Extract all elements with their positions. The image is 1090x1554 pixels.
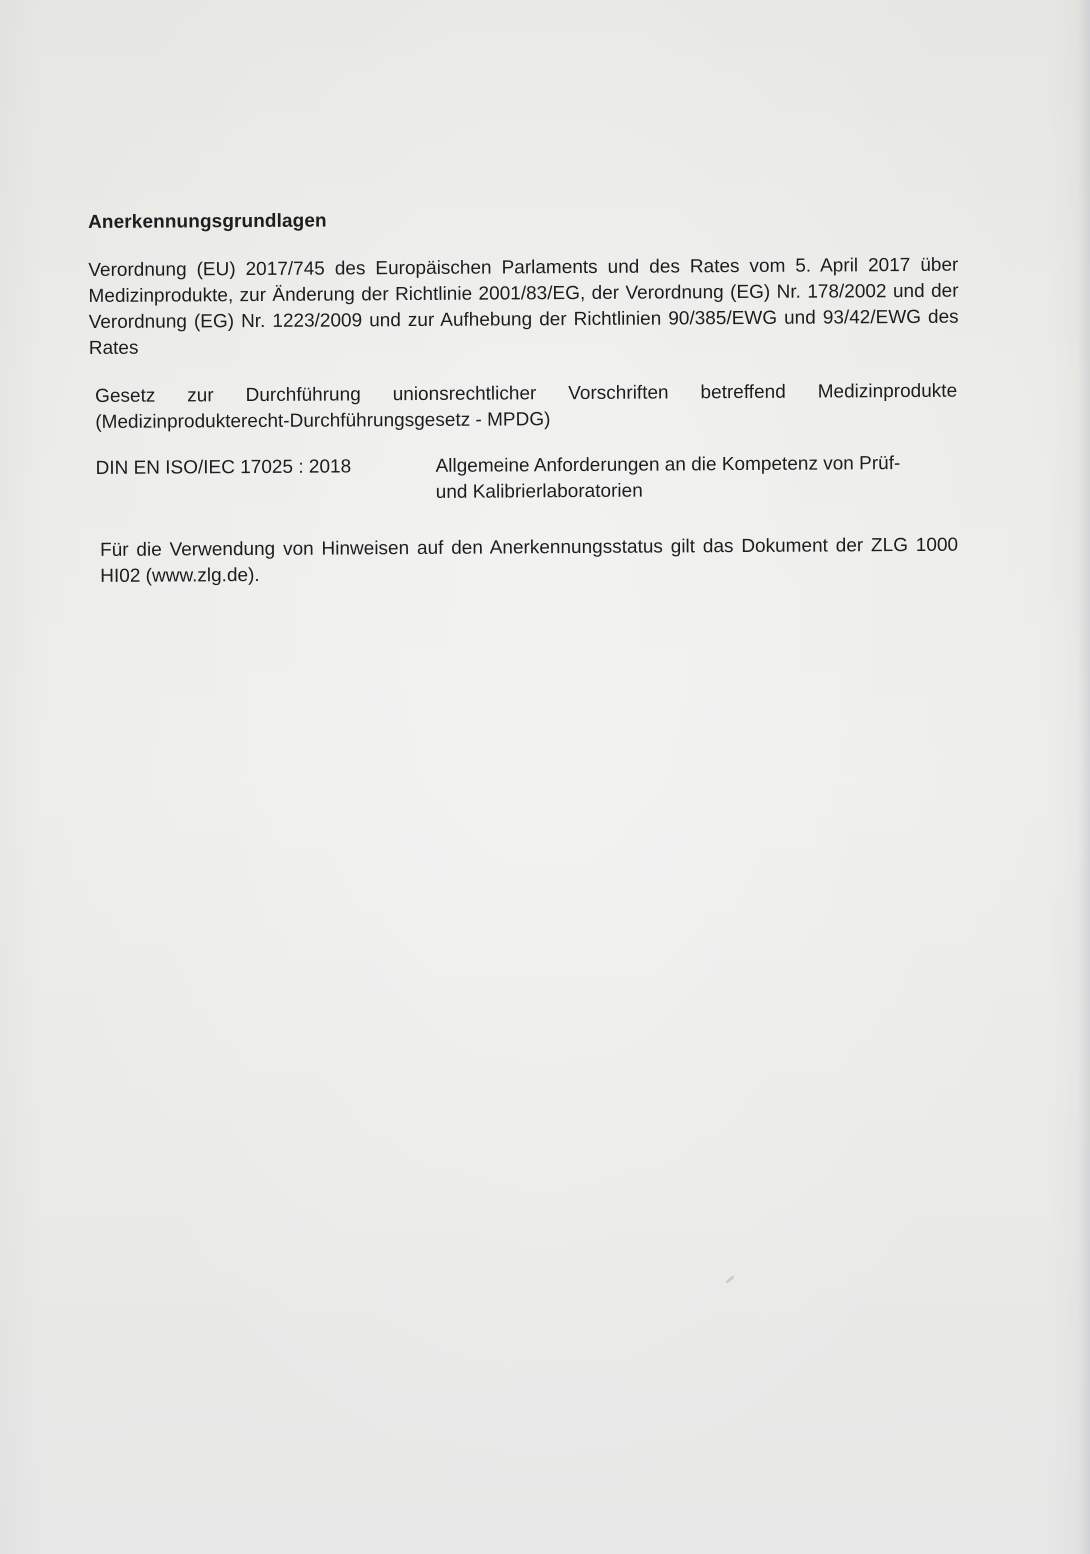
standard-description: Allgemeine Anforderungen an die Kompetenz von Prüf- und Kalibrierlaboratorien <box>435 453 901 503</box>
document-body <box>88 207 960 590</box>
law-paragraph: Gesetz zur Durchführung unionsrechtlicher Vorschriften betreffend Medizinprodukte (Medizinprodukterecht-Durchführungsgesetz - MPDG) <box>95 380 958 433</box>
section-heading: Anerkennungsgrundlagen <box>88 210 327 233</box>
standard-row <box>89 451 959 508</box>
regulation-paragraph: Verordnung (EU) 2017/745 des Europäischen Parlaments und des Rates vom 5. April 2017 über Medizinprodukte, zur Änderung der Richtlinie 2001/83/EG, der Verordnung (EG) Nr. 178/2002 und der Verordnung (EG) Nr. 1223/2009 und zur Aufhebung der Richtlinien 90/385/EWG und 93/42/EWG des Rates <box>88 254 959 359</box>
reference-paragraph: Für die Verwendung von Hinweisen auf den Anerkennungsstatus gilt das Dokument der ZLG 1000 HI02 (www.zlg.de). <box>100 534 959 587</box>
standard-code: DIN EN ISO/IEC 17025 : 2018 <box>95 456 352 479</box>
paper-speck <box>725 1275 735 1284</box>
paper-edge-shadow <box>1078 0 1090 1554</box>
